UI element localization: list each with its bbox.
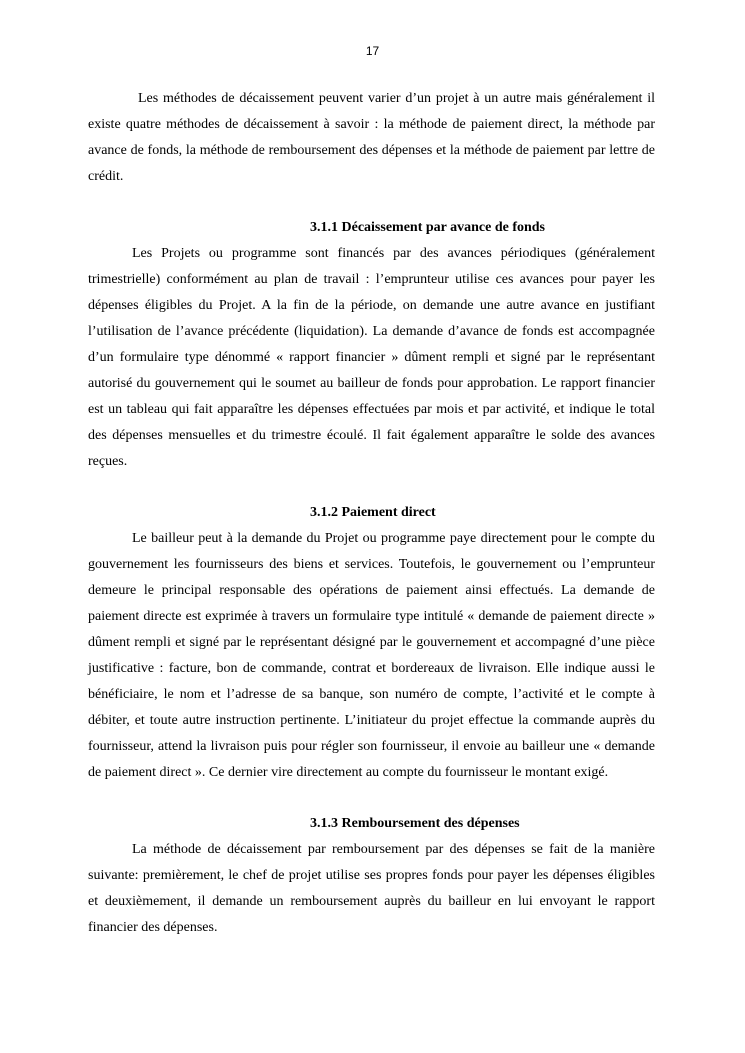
spacer xyxy=(88,786,655,811)
intro-paragraph: Les méthodes de décaissement peuvent varier d’un projet à un autre mais généralement il existe quatre méthodes de décaissement à savoir : la méthode de paiement direct, la méthode par avance de fonds, la méthode de remboursement des dépenses et la méthode de paiement par lettre de crédit. xyxy=(88,91,655,184)
section-paragraph-avance-de-fonds: Les Projets ou programme sont financés par des avances périodiques (généralement trimestrielle) conformément au plan de travail : l’emprunteur utilise ces avances pour payer les dépenses éligibles du Projet. A la fin de la période, on demande une autre avance en justifiant l’utilisation de l’avance précédente (liquidation). La demande d’avance de fonds est accompagnée d’un formulaire type dénommé « rapport financier » dûment rempli et signé par le représentant autorisé du gouvernement qui le soumet au bailleur de fonds pour approbation. Le rapport financier est un tableau qui fait apparaître les dépenses effectuées par mois et par activité, et indique le total des dépenses mensuelles et du trimestre écoulé. Il fait également apparaître le solde des avances reçues. xyxy=(88,246,655,469)
section-paragraph-paiement-direct: Le bailleur peut à la demande du Projet ou programme paye directement pour le compte du gouvernement les fournisseurs des biens et services. Toutefois, le gouvernement ou l’emprunteur demeure le principal responsable des opérations de paiement ainsi effectués. La demande de paiement directe est exprimée à travers un formulaire type intitulé « demande de paiement directe » dûment rempli et signé par le représentant désigné par le gouvernement et accompagné d’une pièce justificative : facture, bon de commande, contrat et bordereaux de livraison. Elle indique aussi le bénéficiaire, le nom et l’adresse de sa banque, son numéro de compte, l’activité et le compte à débiter, et toute autre instruction pertinente. L’initiateur du projet effectue la commande auprès du fournisseur, attend la livraison puis pour régler son fournisseur, il envoie au bailleur une « demande de paiement direct ». Ce dernier vire directement au compte du fournisseur le montant exigé. xyxy=(88,531,655,780)
section-heading-paiement-direct: 3.1.2 Paiement direct xyxy=(310,505,436,520)
section-paragraph-remboursement: La méthode de décaissement par remboursement par des dépenses se fait de la manière suivante: premièrement, le chef de projet utilise ses propres fonds pour payer les dépenses éligibles et deuxièmement, il demande un remboursement auprès du bailleur en lui envoyant le rapport financier des dépenses. xyxy=(88,842,655,935)
section-heading-avance-de-fonds: 3.1.1 Décaissement par avance de fonds xyxy=(310,220,546,235)
section-heading-remboursement: 3.1.3 Remboursement des dépenses xyxy=(310,816,520,831)
spacer xyxy=(88,475,655,500)
spacer xyxy=(88,190,655,215)
document-body xyxy=(88,86,655,941)
page-number: 17 xyxy=(365,44,380,58)
